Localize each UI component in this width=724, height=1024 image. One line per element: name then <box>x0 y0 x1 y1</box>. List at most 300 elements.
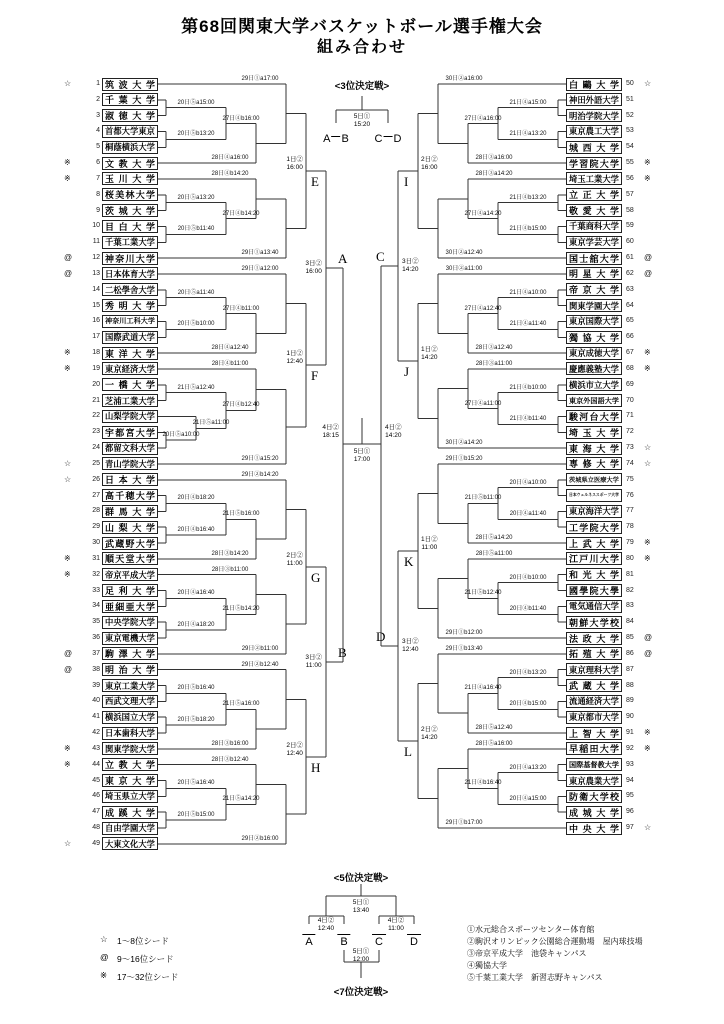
team-number: 44 <box>92 760 100 768</box>
match-schedule-label: 20日⑤a10:00 <box>162 432 200 439</box>
team-box: 國 學 院 大 學 <box>566 584 622 597</box>
team-box: 明 治 学 院 大 学 <box>566 109 622 122</box>
fifth-place-title: <5位決定戦> <box>333 873 389 884</box>
team-number: 39 <box>92 681 100 689</box>
team-box: 防 衛 大 学 校 <box>566 790 622 803</box>
section-letter-E: E <box>311 174 319 190</box>
team-number: 8 <box>96 190 100 198</box>
team-number: 35 <box>92 618 100 626</box>
team-box: 帝 京 平 成 大 学 <box>102 568 158 581</box>
team-number: 41 <box>92 713 100 721</box>
quarter-round-label: 3日② 14:20 <box>402 258 419 274</box>
team-number: 75 <box>626 475 634 483</box>
match-schedule-label: 28日⑤a12:40 <box>475 725 513 732</box>
match-schedule-label: 21日④a11:40 <box>509 321 547 328</box>
seed-mark: ☆ <box>644 443 652 453</box>
match-schedule-label: 29日②b14:20 <box>241 471 279 478</box>
seed-mark: ☆ <box>64 79 72 88</box>
team-box: 東 京 電 機 大 学 <box>102 632 158 645</box>
seed-mark: ※ <box>644 348 651 358</box>
legend-mark: ※ <box>100 970 108 980</box>
team-box: 神 奈 川 工 科 大 学 <box>102 315 158 328</box>
team-box: 埼 玉 大 学 <box>566 426 622 439</box>
team-number: 14 <box>92 285 100 293</box>
team-box: 都 留 文 科 大 学 <box>102 442 158 455</box>
match-schedule-label: 21日⑤b14:20 <box>222 606 260 613</box>
team-box: 上 智 大 学 <box>566 727 622 740</box>
match-schedule-label: 20日⑤a15:00 <box>177 99 215 106</box>
match-schedule-label: 28日③b16:00 <box>211 740 249 747</box>
team-box: 成 城 大 学 <box>566 806 622 819</box>
match-schedule-label: 27日④a12:40 <box>464 305 502 312</box>
section-round-label: 2日② 14:20 <box>421 725 438 741</box>
team-box: 青 山 学 院 大 学 <box>102 457 158 470</box>
team-box: 東 京 成 徳 大 学 <box>566 347 622 360</box>
legend-mark: @ <box>100 952 109 962</box>
team-box: 足 利 大 学 <box>102 584 158 597</box>
match-schedule-label: 30日②a14:20 <box>445 440 483 447</box>
team-box: 神 田 外 語 大 学 <box>566 93 622 106</box>
match-schedule-label: 21日④a13:20 <box>509 131 547 138</box>
team-box: 中 央 大 学 <box>566 822 622 835</box>
quarter-round-label: 3日② 12:40 <box>402 637 419 653</box>
seventh-place-title: <7位決定戦> <box>333 987 389 998</box>
team-box: 日 本 ウ ェ ル ネ ス ス ポ ー ツ 大 学 <box>566 489 622 502</box>
team-number: 66 <box>626 333 634 341</box>
match-schedule-label: 21日⑤b12:40 <box>464 590 502 597</box>
team-number: 64 <box>626 301 634 309</box>
team-box: 日 本 体 育 大 学 <box>102 267 158 280</box>
team-box: 流 通 経 済 大 学 <box>566 695 622 708</box>
team-box: 江 戸 川 大 学 <box>566 552 622 565</box>
match-schedule-label: 27日④b14:20 <box>222 210 260 217</box>
team-number: 5 <box>96 143 100 151</box>
team-number: 55 <box>626 159 634 167</box>
match-schedule-label: 20日④a18:20 <box>177 622 215 629</box>
match-schedule-label: 20日⑤a16:40 <box>177 780 215 787</box>
seed-mark: ※ <box>644 743 651 753</box>
match-schedule-label: 28日③a16:00 <box>475 155 513 162</box>
seed-mark: ☆ <box>644 458 652 468</box>
team-number: 62 <box>626 269 634 277</box>
team-number: 97 <box>626 824 634 831</box>
match-schedule-label: 21日⑤a16:00 <box>222 701 260 708</box>
match-schedule-label: 28日④a12:40 <box>211 345 249 352</box>
team-box: 東 京 外 国 語 大 学 <box>566 394 622 407</box>
bracket-letter-B: B <box>338 644 347 660</box>
fifth-semi-left-label: 4日② 12:40 <box>317 917 335 932</box>
team-number: 37 <box>92 649 100 657</box>
team-box: 慶 應 義 塾 大 学 <box>566 362 622 375</box>
team-number: 36 <box>92 634 100 642</box>
match-schedule-label: 21日⑤a11:00 <box>192 420 230 427</box>
team-number: 78 <box>626 523 634 531</box>
seed-mark: ※ <box>64 743 71 753</box>
match-schedule-label: 20日⑤b11:40 <box>177 226 215 233</box>
section-letter-G: G <box>311 569 321 585</box>
team-number: 59 <box>626 222 634 230</box>
section-round-label: 2日② 11:00 <box>286 551 303 567</box>
fifth-semi-right-label: 4日② 11:00 <box>387 917 405 932</box>
team-box: 東 京 学 芸 大 学 <box>566 236 622 249</box>
team-number: 43 <box>92 744 100 752</box>
team-number: 46 <box>92 792 100 800</box>
team-number: 30 <box>92 539 100 547</box>
match-schedule-label: 29日①a12:00 <box>241 265 279 272</box>
match-schedule-label: 28日④b11:00 <box>211 360 249 367</box>
match-schedule-label: 20日④b16:40 <box>177 527 215 534</box>
seed-mark: ☆ <box>644 79 652 88</box>
team-number: 48 <box>92 824 100 831</box>
match-schedule-label: 28日③b11:00 <box>211 566 249 573</box>
team-box: 埼 玉 県 立 大 学 <box>102 790 158 803</box>
team-box: 日 本 大 学 <box>102 473 158 486</box>
seed-mark: ※ <box>64 363 71 373</box>
match-schedule-label: 20日④a10:00 <box>509 479 547 486</box>
match-schedule-label: 29日②b16:00 <box>241 835 279 842</box>
team-box: 横 浜 国 立 大 学 <box>102 711 158 724</box>
seed-mark: ※ <box>644 173 651 183</box>
match-schedule-label: 21日④b15:00 <box>509 226 547 233</box>
seed-mark: @ <box>644 268 653 278</box>
team-box: 筑 波 大 学 <box>102 78 158 91</box>
team-box: 大 東 文 化 大 学 <box>102 837 158 850</box>
match-schedule-label: 29日②b12:40 <box>241 661 279 668</box>
match-schedule-label: 29日①a15:20 <box>241 455 279 462</box>
team-number: 9 <box>96 206 100 214</box>
match-schedule-label: 21日④a10:00 <box>509 289 547 296</box>
team-number: 85 <box>626 634 634 642</box>
seed-mark: ※ <box>64 173 71 183</box>
legend-text: 9～16位シード <box>117 954 174 964</box>
team-number: 47 <box>92 808 100 816</box>
placement-letter-B: B <box>337 934 350 948</box>
team-box: 千 葉 商 科 大 学 <box>566 220 622 233</box>
team-number: 45 <box>92 776 100 784</box>
match-schedule-label: 20日⑤b10:00 <box>177 321 215 328</box>
match-schedule-label: 21日⑤a12:40 <box>177 384 215 391</box>
team-number: 69 <box>626 380 634 388</box>
team-number: 81 <box>626 570 634 578</box>
team-box: 城 西 大 学 <box>566 141 622 154</box>
match-schedule-label: 20日⑤a11:40 <box>177 289 215 296</box>
team-number: 79 <box>626 539 634 547</box>
section-letter-H: H <box>311 759 321 775</box>
seed-mark: ※ <box>644 728 651 738</box>
team-box: 関 東 学 院 大 学 <box>102 742 158 755</box>
match-schedule-label: 27日④b16:00 <box>222 115 260 122</box>
team-box: 白 鷗 大 学 <box>566 78 622 91</box>
team-box: 東 京 国 際 大 学 <box>566 315 622 328</box>
team-box: 日 本 歯 科 大 学 <box>102 727 158 740</box>
team-box: 桐 蔭 横 浜 大 学 <box>102 141 158 154</box>
match-schedule-label: 20日④a13:20 <box>509 764 547 771</box>
team-box: 茨 城 大 学 <box>102 204 158 217</box>
match-schedule-label: 29日①a17:00 <box>241 76 279 82</box>
team-box: 一 橋 大 学 <box>102 378 158 391</box>
team-number: 76 <box>626 491 634 499</box>
match-schedule-label: 21日④a16:40 <box>464 685 502 692</box>
team-box: 電 気 通 信 大 学 <box>566 600 622 613</box>
section-round-label: 1日② 11:00 <box>421 535 438 551</box>
match-schedule-label: 29日①b15:20 <box>445 455 483 462</box>
match-schedule-label: 20日⑤a13:20 <box>177 194 215 201</box>
placement-letter-A: A <box>302 934 315 948</box>
team-number: 87 <box>626 665 634 673</box>
section-round-label: 1日② 16:00 <box>286 156 303 172</box>
legend-mark: ☆ <box>100 934 108 944</box>
team-number: 60 <box>626 238 634 246</box>
team-number: 32 <box>92 570 100 578</box>
team-box: 学 習 院 大 学 <box>566 157 622 170</box>
semifinal-right-label: 4日② 14:20 <box>385 424 402 439</box>
team-box: 二 松 學 舍 大 学 <box>102 283 158 296</box>
team-box: 淑 徳 大 学 <box>102 109 158 122</box>
team-number: 12 <box>92 254 100 262</box>
team-box: 工 学 院 大 学 <box>566 521 622 534</box>
team-box: 東 京 工 業 大 学 <box>102 679 158 692</box>
match-schedule-label: 28日④b14:20 <box>211 170 249 177</box>
team-number: 4 <box>96 127 100 135</box>
fifth-place-time: 5日① 13:40 <box>352 899 370 914</box>
section-round-label: 2日② 12:40 <box>286 741 303 757</box>
seed-mark: ☆ <box>64 838 72 848</box>
team-box: 敬 愛 大 学 <box>566 204 622 217</box>
team-number: 42 <box>92 729 100 737</box>
seed-mark: ☆ <box>64 474 72 484</box>
section-letter-I: I <box>404 174 409 190</box>
team-number: 13 <box>92 269 100 277</box>
team-box: 順 天 堂 大 学 <box>102 552 158 565</box>
match-schedule-label: 27日④a11:00 <box>464 400 502 407</box>
placement-letter-C: C <box>372 934 386 948</box>
team-number: 56 <box>626 174 634 182</box>
team-number: 27 <box>92 491 100 499</box>
match-schedule-label: 20日④b18:20 <box>177 495 215 502</box>
team-box: 山 梨 大 学 <box>102 521 158 534</box>
match-schedule-label: 20日④b11:40 <box>509 606 547 613</box>
team-box: 東 京 大 学 <box>102 774 158 787</box>
team-number: 3 <box>96 111 100 119</box>
section-round-label: 1日② 14:20 <box>421 346 438 362</box>
team-box: 明 治 大 学 <box>102 663 158 676</box>
team-number: 23 <box>92 428 100 436</box>
team-number: 86 <box>626 649 634 657</box>
team-number: 49 <box>92 839 100 847</box>
seed-mark: ※ <box>644 553 651 563</box>
match-schedule-label: 27日④b12:40 <box>222 402 260 409</box>
seed-mark: ※ <box>644 363 651 373</box>
team-number: 34 <box>92 602 100 610</box>
team-number: 38 <box>92 665 100 673</box>
match-schedule-label: 29日①b12:00 <box>445 630 483 637</box>
team-number: 94 <box>626 776 634 784</box>
seed-mark: ☆ <box>644 823 652 832</box>
third-place-title: <3位決定戦> <box>334 81 390 92</box>
match-schedule-label: 21日⑤b16:00 <box>222 511 260 518</box>
team-box: 駿 河 台 大 学 <box>566 410 622 423</box>
team-number: 61 <box>626 254 634 262</box>
quarter-round-label: 3日② 11:00 <box>305 653 322 669</box>
final-label: 5日① 17:00 <box>353 448 371 463</box>
team-box: 和 光 大 学 <box>566 568 622 581</box>
team-box: 東 京 経 済 大 学 <box>102 362 158 375</box>
team-number: 25 <box>92 459 100 467</box>
venue-note: ③帝京平成大学 池袋キャンパス <box>467 949 587 958</box>
team-number: 91 <box>626 729 634 737</box>
legend-text: 17～32位シード <box>117 972 179 982</box>
section-round-label: 2日② 16:00 <box>421 156 438 172</box>
team-box: 駒 澤 大 学 <box>102 647 158 660</box>
venue-note: ④獨協大学 <box>467 961 507 970</box>
team-box: 東 海 大 学 <box>566 442 622 455</box>
match-schedule-label: 28日⑤a16:00 <box>475 740 513 747</box>
match-schedule-label: 28日③a12:40 <box>475 345 513 352</box>
seed-mark: @ <box>64 648 73 658</box>
team-number: 57 <box>626 190 634 198</box>
team-box: 武 蔵 大 学 <box>566 679 622 692</box>
team-number: 80 <box>626 554 634 562</box>
team-number: 40 <box>92 697 100 705</box>
team-number: 24 <box>92 444 100 452</box>
seed-mark: ※ <box>644 538 651 548</box>
team-number: 15 <box>92 301 100 309</box>
venue-note: ②駒沢オリンピック公園総合運動場 屋内球技場 <box>467 937 643 946</box>
team-box: 東 京 海 洋 大 学 <box>566 505 622 518</box>
match-schedule-label: 20日④a15:00 <box>509 796 547 803</box>
team-box: 目 白 大 学 <box>102 220 158 233</box>
venue-note: ①水元総合スポーツセンター体育館 <box>467 925 595 934</box>
match-schedule-label: 28日③a14:20 <box>475 170 513 177</box>
seventh-place-time: 5日① 12:00 <box>352 948 370 963</box>
team-box: 秀 明 大 学 <box>102 299 158 312</box>
seed-mark: @ <box>64 253 73 263</box>
team-box: 明 星 大 学 <box>566 267 622 280</box>
team-box: 成 蹊 大 学 <box>102 806 158 819</box>
team-box: 東 京 農 工 大 学 <box>566 125 622 138</box>
section-letter-L: L <box>404 743 412 759</box>
third-place-pair: A B <box>323 133 349 145</box>
match-schedule-label: 27日④a14:20 <box>464 210 502 217</box>
team-box: 首 都 大 学 東 京 <box>102 125 158 138</box>
team-number: 51 <box>626 95 634 103</box>
team-box: 立 教 大 学 <box>102 758 158 771</box>
seed-mark: @ <box>644 648 653 658</box>
team-box: 茨 城 県 立 医 療 大 学 <box>566 473 622 486</box>
match-schedule-label: 20日④b13:20 <box>509 669 547 676</box>
match-schedule-label: 30日②a12:40 <box>445 250 483 257</box>
match-schedule-label: 28日⑤a14:20 <box>475 535 513 542</box>
match-schedule-label: 21日④a15:00 <box>509 99 547 106</box>
team-number: 77 <box>626 507 634 515</box>
team-box: 立 正 大 学 <box>566 188 622 201</box>
match-schedule-label: 20日④a11:40 <box>509 511 547 518</box>
team-number: 68 <box>626 364 634 372</box>
match-schedule-label: 29日①a13:40 <box>241 250 279 257</box>
team-box: 法 政 大 学 <box>566 632 622 645</box>
team-box: 獨 協 大 学 <box>566 331 622 344</box>
team-number: 92 <box>626 744 634 752</box>
bracket-letter-D: D <box>376 628 386 644</box>
team-box: 東 京 理 科 大 学 <box>566 663 622 676</box>
third-place-pair: C D <box>374 133 402 145</box>
match-schedule-label: 30日②a11:00 <box>445 265 483 272</box>
seed-mark: @ <box>644 633 653 643</box>
placement-letter-D: D <box>407 934 421 948</box>
team-number: 18 <box>92 349 100 357</box>
seed-mark: ※ <box>64 759 71 769</box>
team-number: 93 <box>626 760 634 768</box>
seed-mark: @ <box>64 664 73 674</box>
team-box: 文 教 大 学 <box>102 157 158 170</box>
team-box: 芝 浦 工 業 大 学 <box>102 394 158 407</box>
seed-mark: ※ <box>64 158 71 168</box>
team-number: 84 <box>626 618 634 626</box>
team-number: 16 <box>92 317 100 325</box>
section-round-label: 1日② 12:40 <box>286 350 303 366</box>
team-number: 22 <box>92 412 100 420</box>
team-number: 28 <box>92 507 100 515</box>
team-box: 宇 都 宮 大 学 <box>102 426 158 439</box>
seed-mark: ☆ <box>64 458 72 468</box>
match-schedule-label: 21日④b16:40 <box>464 780 502 787</box>
seed-mark: ※ <box>64 569 71 579</box>
team-box: 千 葉 大 学 <box>102 93 158 106</box>
team-number: 20 <box>92 380 100 388</box>
match-schedule-label: 21日④b13:20 <box>509 194 547 201</box>
team-box: 上 武 大 学 <box>566 537 622 550</box>
team-number: 1 <box>96 80 100 87</box>
match-schedule-label: 29日②b11:00 <box>241 645 279 652</box>
team-box: 国 際 基 督 教 大 学 <box>566 758 622 771</box>
team-box: 桜 美 林 大 学 <box>102 188 158 201</box>
team-box: 高 千 穂 大 学 <box>102 489 158 502</box>
match-schedule-label: 20日④b10:00 <box>509 574 547 581</box>
section-letter-F: F <box>311 368 319 384</box>
bracket-letter-C: C <box>376 249 385 265</box>
team-number: 52 <box>626 111 634 119</box>
match-schedule-label: 20日⑤b18:20 <box>177 717 215 724</box>
team-box: 亜 細 亜 大 学 <box>102 600 158 613</box>
match-schedule-label: 28日③b14:20 <box>211 550 249 557</box>
team-number: 58 <box>626 206 634 214</box>
team-box: 千 葉 工 業 大 学 <box>102 236 158 249</box>
section-letter-K: K <box>404 553 414 569</box>
team-box: 拓 殖 大 学 <box>566 647 622 660</box>
seed-mark: ※ <box>64 348 71 358</box>
team-box: 国 士 舘 大 学 <box>566 252 622 265</box>
match-schedule-label: 29日①b17:00 <box>445 820 483 826</box>
match-schedule-label: 21日④b11:40 <box>509 416 547 423</box>
team-box: 自 由 学 園 大 学 <box>102 822 158 835</box>
team-number: 19 <box>92 364 100 372</box>
team-box: 山 梨 学 院 大 学 <box>102 410 158 423</box>
match-schedule-label: 21日⑤b11:00 <box>464 495 502 502</box>
team-box: 早 稲 田 大 学 <box>566 742 622 755</box>
legend-text: 1～8位シード <box>117 936 169 946</box>
team-box: 国 際 武 道 大 学 <box>102 331 158 344</box>
match-schedule-label: 27日④a16:00 <box>464 115 502 122</box>
team-box: 朝 鮮 大 学 校 <box>566 616 622 629</box>
team-number: 83 <box>626 602 634 610</box>
team-box: 埼 玉 工 業 大 学 <box>566 172 622 185</box>
match-schedule-label: 28日③a11:00 <box>475 360 513 367</box>
team-number: 26 <box>92 475 100 483</box>
team-box: 東 京 都 市 大 学 <box>566 711 622 724</box>
match-schedule-label: 28日⑤a11:00 <box>475 550 513 557</box>
match-schedule-label: 28日④a16:00 <box>211 155 249 162</box>
team-number: 73 <box>626 444 634 452</box>
